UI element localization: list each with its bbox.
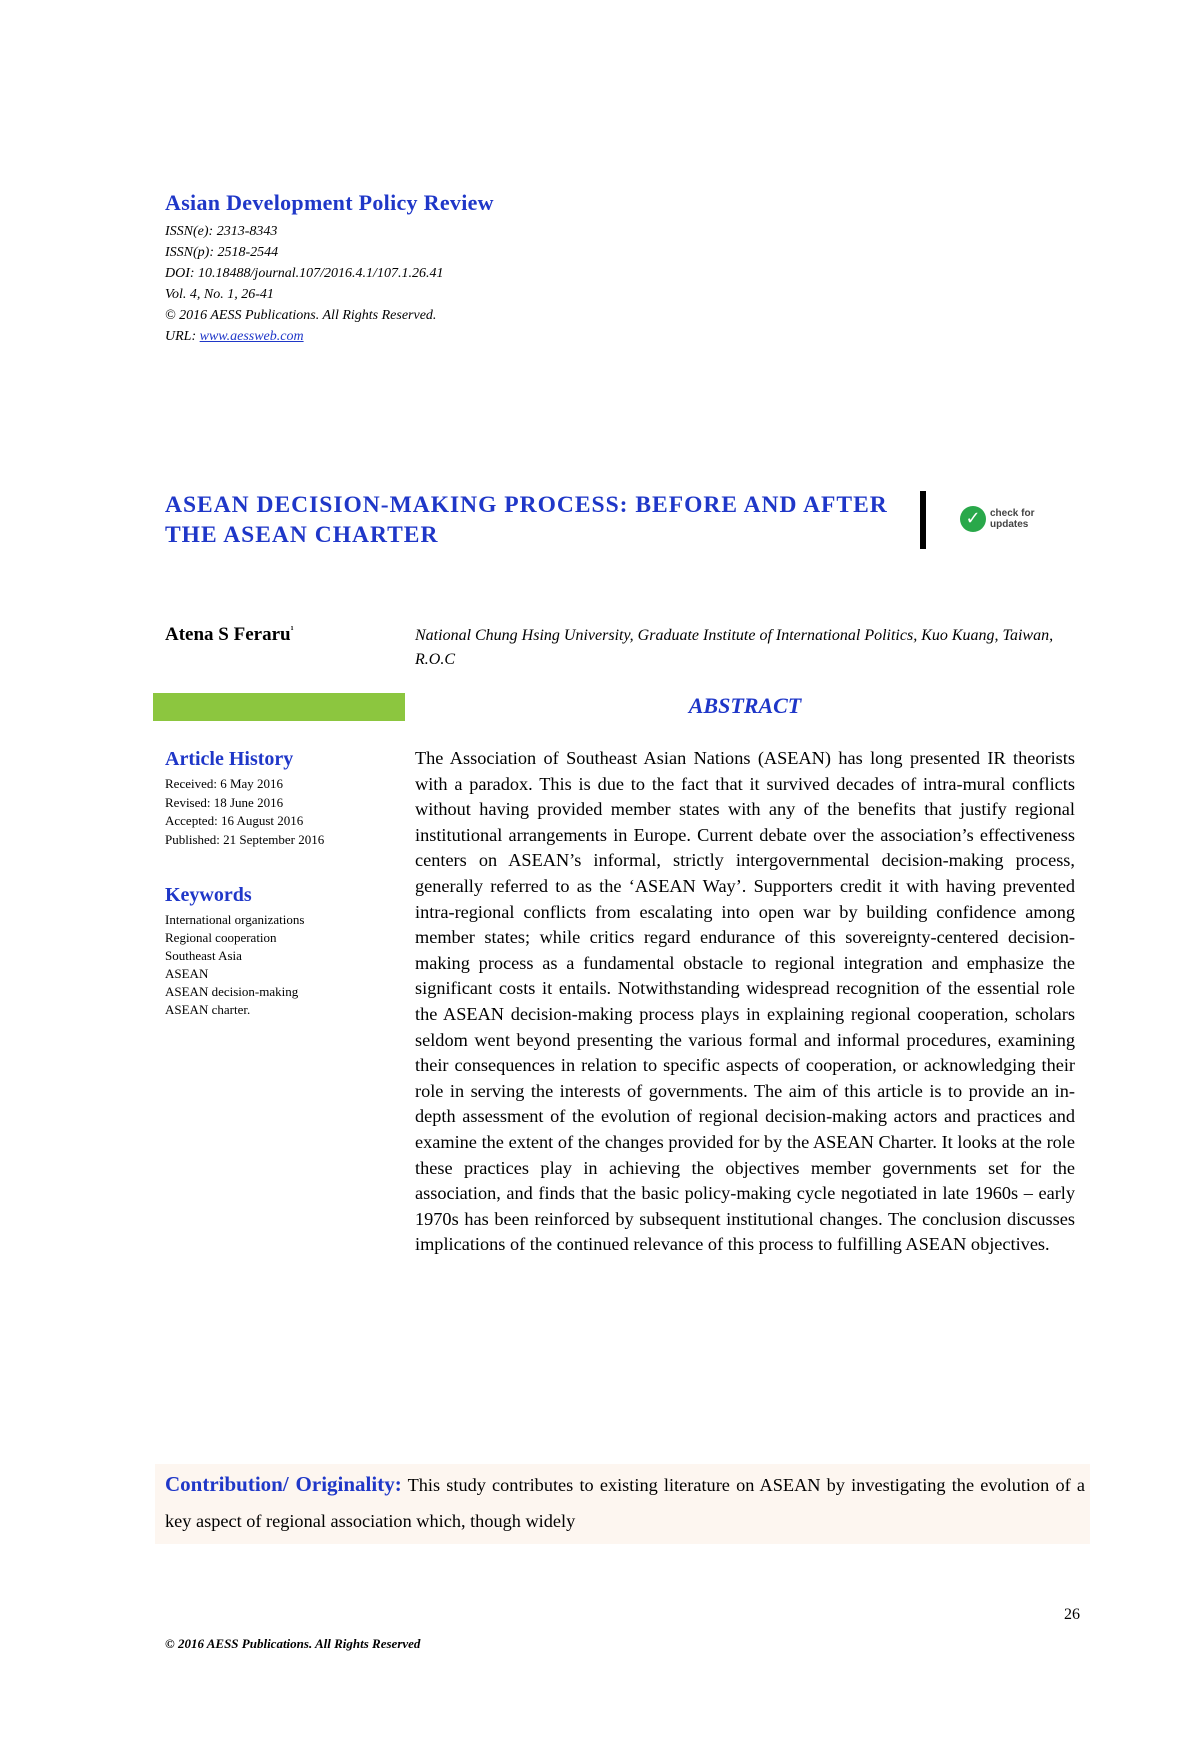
history-list <box>165 775 324 849</box>
issn-p: ISSN(p): 2518-2544 <box>165 245 279 260</box>
author-mark: ¹ <box>290 624 294 636</box>
journal-meta <box>165 221 443 347</box>
article-title <box>165 490 925 550</box>
author-name: Atena S Feraru$^{^1}$ <box>165 624 294 645</box>
journal-url-link[interactable]: www.aessweb.com <box>199 329 304 344</box>
volume: Vol. 4, No. 1, 26-41 <box>165 287 274 302</box>
footer-copyright: © 2016 AESS Publications. All Rights Reserved <box>165 1636 421 1651</box>
affiliation: National Chung Hsing University, Graduate Institute of International Politics, Kuo Kuang, Taiwan, R.O.C <box>415 627 1054 668</box>
title-divider <box>920 491 926 549</box>
keyword-item: Regional cooperation <box>165 930 277 945</box>
keywords-heading: Keywords <box>165 884 252 906</box>
journal-title: Asian Development Policy Review <box>165 190 494 215</box>
abstract-heading: ABSTRACT <box>688 693 802 718</box>
abstract-body: The Association of Southeast Asian Nations (ASEAN) has long presented IR theorists with a paradox. This is due to the fact that it survived decades of intra-mural conflicts without having provided member states with any of the benefits that justify regional institutional arrangements in Europe. Current debate over the association’s effectiveness centers on ASEAN’s informal, strictly intergovernmental decision-making process, generally referred to as the ‘ASEAN Way’. Supporters credit it with having prevented intra-regional conflicts from escalating into open war by building confidence among member states; while critics regard endurance of this sovereignty-centered decision-making process as a fundamental obstacle to regional integration and emphasize the significant costs it entails. Notwithstanding widespread recognition of the essential role the ASEAN decision-making process plays in explaining regional cooperation, scholars seldom went beyond presenting the various formal and informal procedures, examining their consequences in relation to specific aspects of cooperation, or acknowledging their role in serving the interests of governments. The aim of this article is to provide an in-depth assessment of the evolution of regional decision-making actors and practices and examine the extent of the changes provided for by the ASEAN Charter. It looks at the role these practices play in achieving the objectives member governments set for the association, and finds that the basic policy-making cycle negotiated in late 1960s – early 1970s has been reinforced by subsequent institutional changes. The conclusion discusses implications of the continued relevance of this process to fulfilling ASEAN objectives. <box>415 748 1075 1255</box>
contribution-paragraph <box>165 1466 1085 1539</box>
article-title-line1: ASEAN DECISION-MAKING PROCESS: BEFORE AND AFTER <box>165 492 888 518</box>
keyword-item: ASEAN charter. <box>165 1002 251 1017</box>
check-icon: ✓ <box>960 506 986 532</box>
history-heading: Article History <box>165 748 294 770</box>
history-item: Published: 21 September 2016 <box>165 831 325 847</box>
page-number: 26 <box>1064 1606 1080 1623</box>
copyright-line: © 2016 AESS Publications. All Rights Reserved. <box>165 308 437 323</box>
sidebar-green-bar <box>153 693 405 721</box>
check-for-updates-badge[interactable] <box>960 502 1046 536</box>
history-item: Received: 6 May 2016 <box>165 776 284 791</box>
article-title-line2: THE ASEAN CHARTER <box>165 522 439 548</box>
badge-line1: check for <box>990 508 1035 519</box>
url-line <box>165 326 443 347</box>
badge-line2: updates <box>990 519 1029 530</box>
url-label: URL: <box>165 329 200 344</box>
history-item: Revised: 18 June 2016 <box>165 794 284 810</box>
history-item: Accepted: 16 August 2016 <box>165 813 304 828</box>
keyword-item: ASEAN decision-making <box>165 984 299 999</box>
keyword-item: Southeast Asia <box>165 948 242 963</box>
contribution-label: Contribution/ Originality: <box>165 1472 402 1496</box>
keyword-item: International organizations <box>165 912 305 927</box>
contribution-text: This study contributes to existing literature on ASEAN by investigating the evolution of a key aspect of regional association which, though widely <box>165 1475 1085 1531</box>
doi: DOI: 10.18488/journal.107/2016.4.1/107.1.26.41 <box>165 266 444 281</box>
issn-e: ISSN(e): 2313-8343 <box>165 224 278 239</box>
keywords-list <box>165 911 304 1019</box>
keyword-item: ASEAN <box>165 966 209 981</box>
